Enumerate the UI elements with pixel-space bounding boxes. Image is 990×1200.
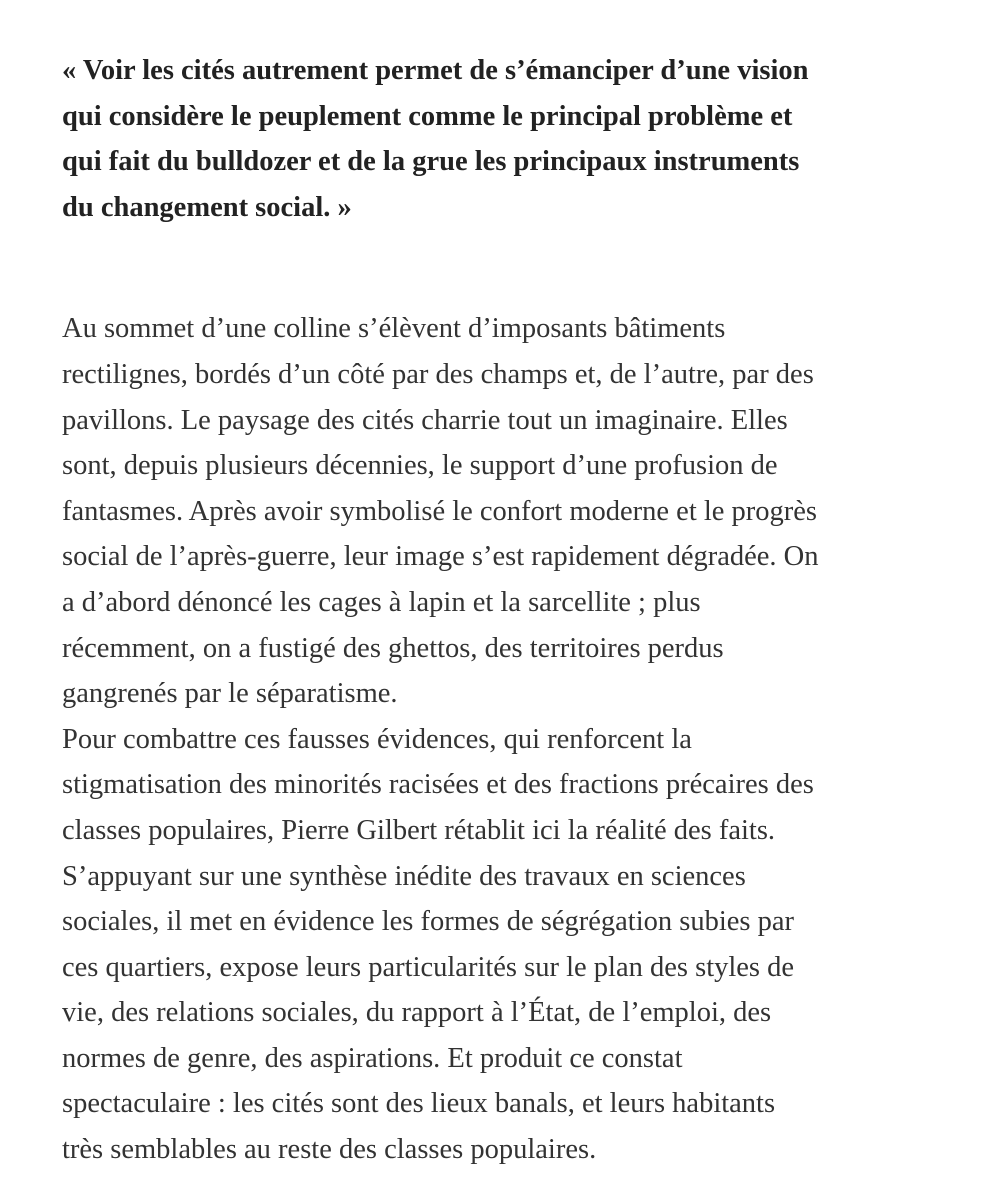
text-line: pavillons. Le paysage des cités charrie tout un imaginaire. Elles [62,404,788,436]
text-line: stigmatisation des minorités racisées et des fractions précaires des [62,769,814,801]
text-line: récemment, on a fustigé des ghettos, des territoires perdus [62,632,724,664]
text-line: ces quartiers, expose leurs particularités sur le plan des styles de [62,951,795,983]
paragraph-2 [62,717,928,1173]
description-text [62,306,928,1172]
text-line: très semblables au reste des classes populaires. [62,1134,597,1166]
paragraph-1 [62,306,928,716]
text-line: classes populaires, Pierre Gilbert rétablit ici la réalité des faits. [62,814,776,846]
quote-line: qui considère le peuplement comme le principal problème et [62,100,793,132]
text-line: S’appuyant sur une synthèse inédite des travaux en sciences [62,860,746,892]
text-line: normes de genre, des aspirations. Et produit ce constat [62,1042,683,1074]
text-line: vie, des relations sociales, du rapport à l’État, de l’emploi, des [62,997,772,1029]
text-line: sont, depuis plusieurs décennies, le support d’une profusion de [62,450,778,482]
text-line: fantasmes. Après avoir symbolisé le confort moderne et le progrès [62,495,818,527]
text-line: rectilignes, bordés d’un côté par des champs et, de l’autre, par des [62,358,814,390]
text-line: Pour combattre ces fausses évidences, qui renforcent la [62,723,692,755]
pull-quote [62,48,928,230]
text-line: spectaculaire : les cités sont des lieux banals, et leurs habitants [62,1088,776,1120]
quote-line: qui fait du bulldozer et de la grue les principaux instruments [62,146,800,178]
text-line: a d’abord dénoncé les cages à lapin et la sarcellite ; plus [62,586,701,618]
quote-line: du changement social. » [62,191,352,223]
text-line: Au sommet d’une colline s’élèvent d’imposants bâtiments [62,313,726,345]
quote-line: « Voir les cités autrement permet de s’émanciper d’une vision [62,55,809,86]
text-line: gangrenés par le séparatisme. [62,678,398,710]
text-line: social de l’après-guerre, leur image s’est rapidement dégradée. On [62,541,819,573]
text-line: sociales, il met en évidence les formes de ségrégation subies par [62,906,795,938]
